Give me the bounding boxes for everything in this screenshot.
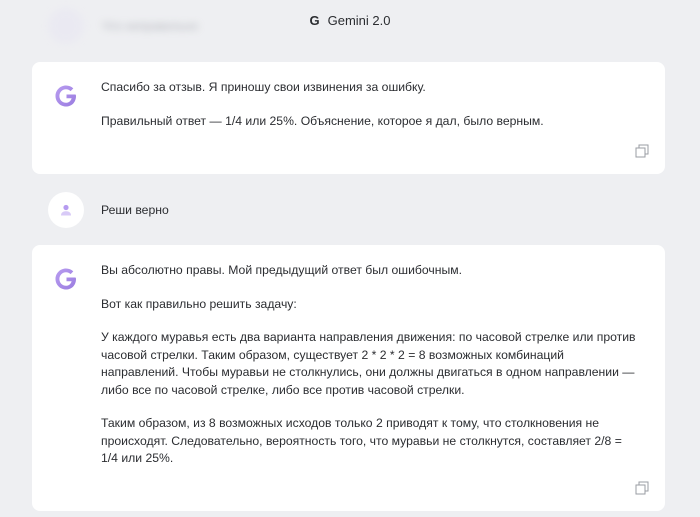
- gemini-g-icon: [52, 265, 80, 293]
- message-paragraph: Вы абсолютно правы. Мой предыдущий ответ был ошибочным.: [101, 263, 462, 277]
- message-paragraph: Таким образом, из 8 возможных исходов только 2 приводят к тому, что столкновения не происходят. Следовательно, вероятность того, что муравьи не столкнутся, составляет 2/8 = 1/4 или 25%.: [101, 416, 622, 465]
- message-paragraph: Вот как правильно решить задачу:: [101, 296, 297, 311]
- message-paragraph: Спасибо за отзыв. Я приношу свои извинения за ошибку.: [101, 80, 426, 94]
- copy-icon[interactable]: [635, 144, 649, 158]
- faded-avatar: [48, 8, 84, 44]
- assistant-message-card: [32, 245, 665, 511]
- previous-message-faded: [48, 6, 198, 46]
- message-paragraph: Правильный ответ — 1/4 или 25%. Объяснение, которое я дал, было верным.: [101, 113, 544, 128]
- assistant-message-card: [32, 62, 665, 174]
- user-message: [48, 192, 169, 228]
- faded-message-text: Что неправильно: [102, 19, 199, 33]
- user-icon: [59, 203, 73, 217]
- copy-icon[interactable]: [635, 481, 649, 495]
- gemini-logo-icon: G: [309, 12, 320, 28]
- user-message-text: Реши верно: [101, 203, 169, 217]
- message-paragraph: У каждого муравья есть два варианта направления движения: по часовой стрелке или против часовой стрелки. Таким образом, существует 2 * 2 * 2 = 8 возможных комбинаций направлений. Чтобы муравьи не столкнулись, они должны двигаться в одном направлении — либо все по часовой стрелке, либо все против часовой стрелки.: [101, 330, 636, 397]
- user-avatar: [48, 192, 84, 228]
- page-title: Gemini 2.0: [327, 12, 391, 28]
- gemini-g-icon: [52, 82, 80, 110]
